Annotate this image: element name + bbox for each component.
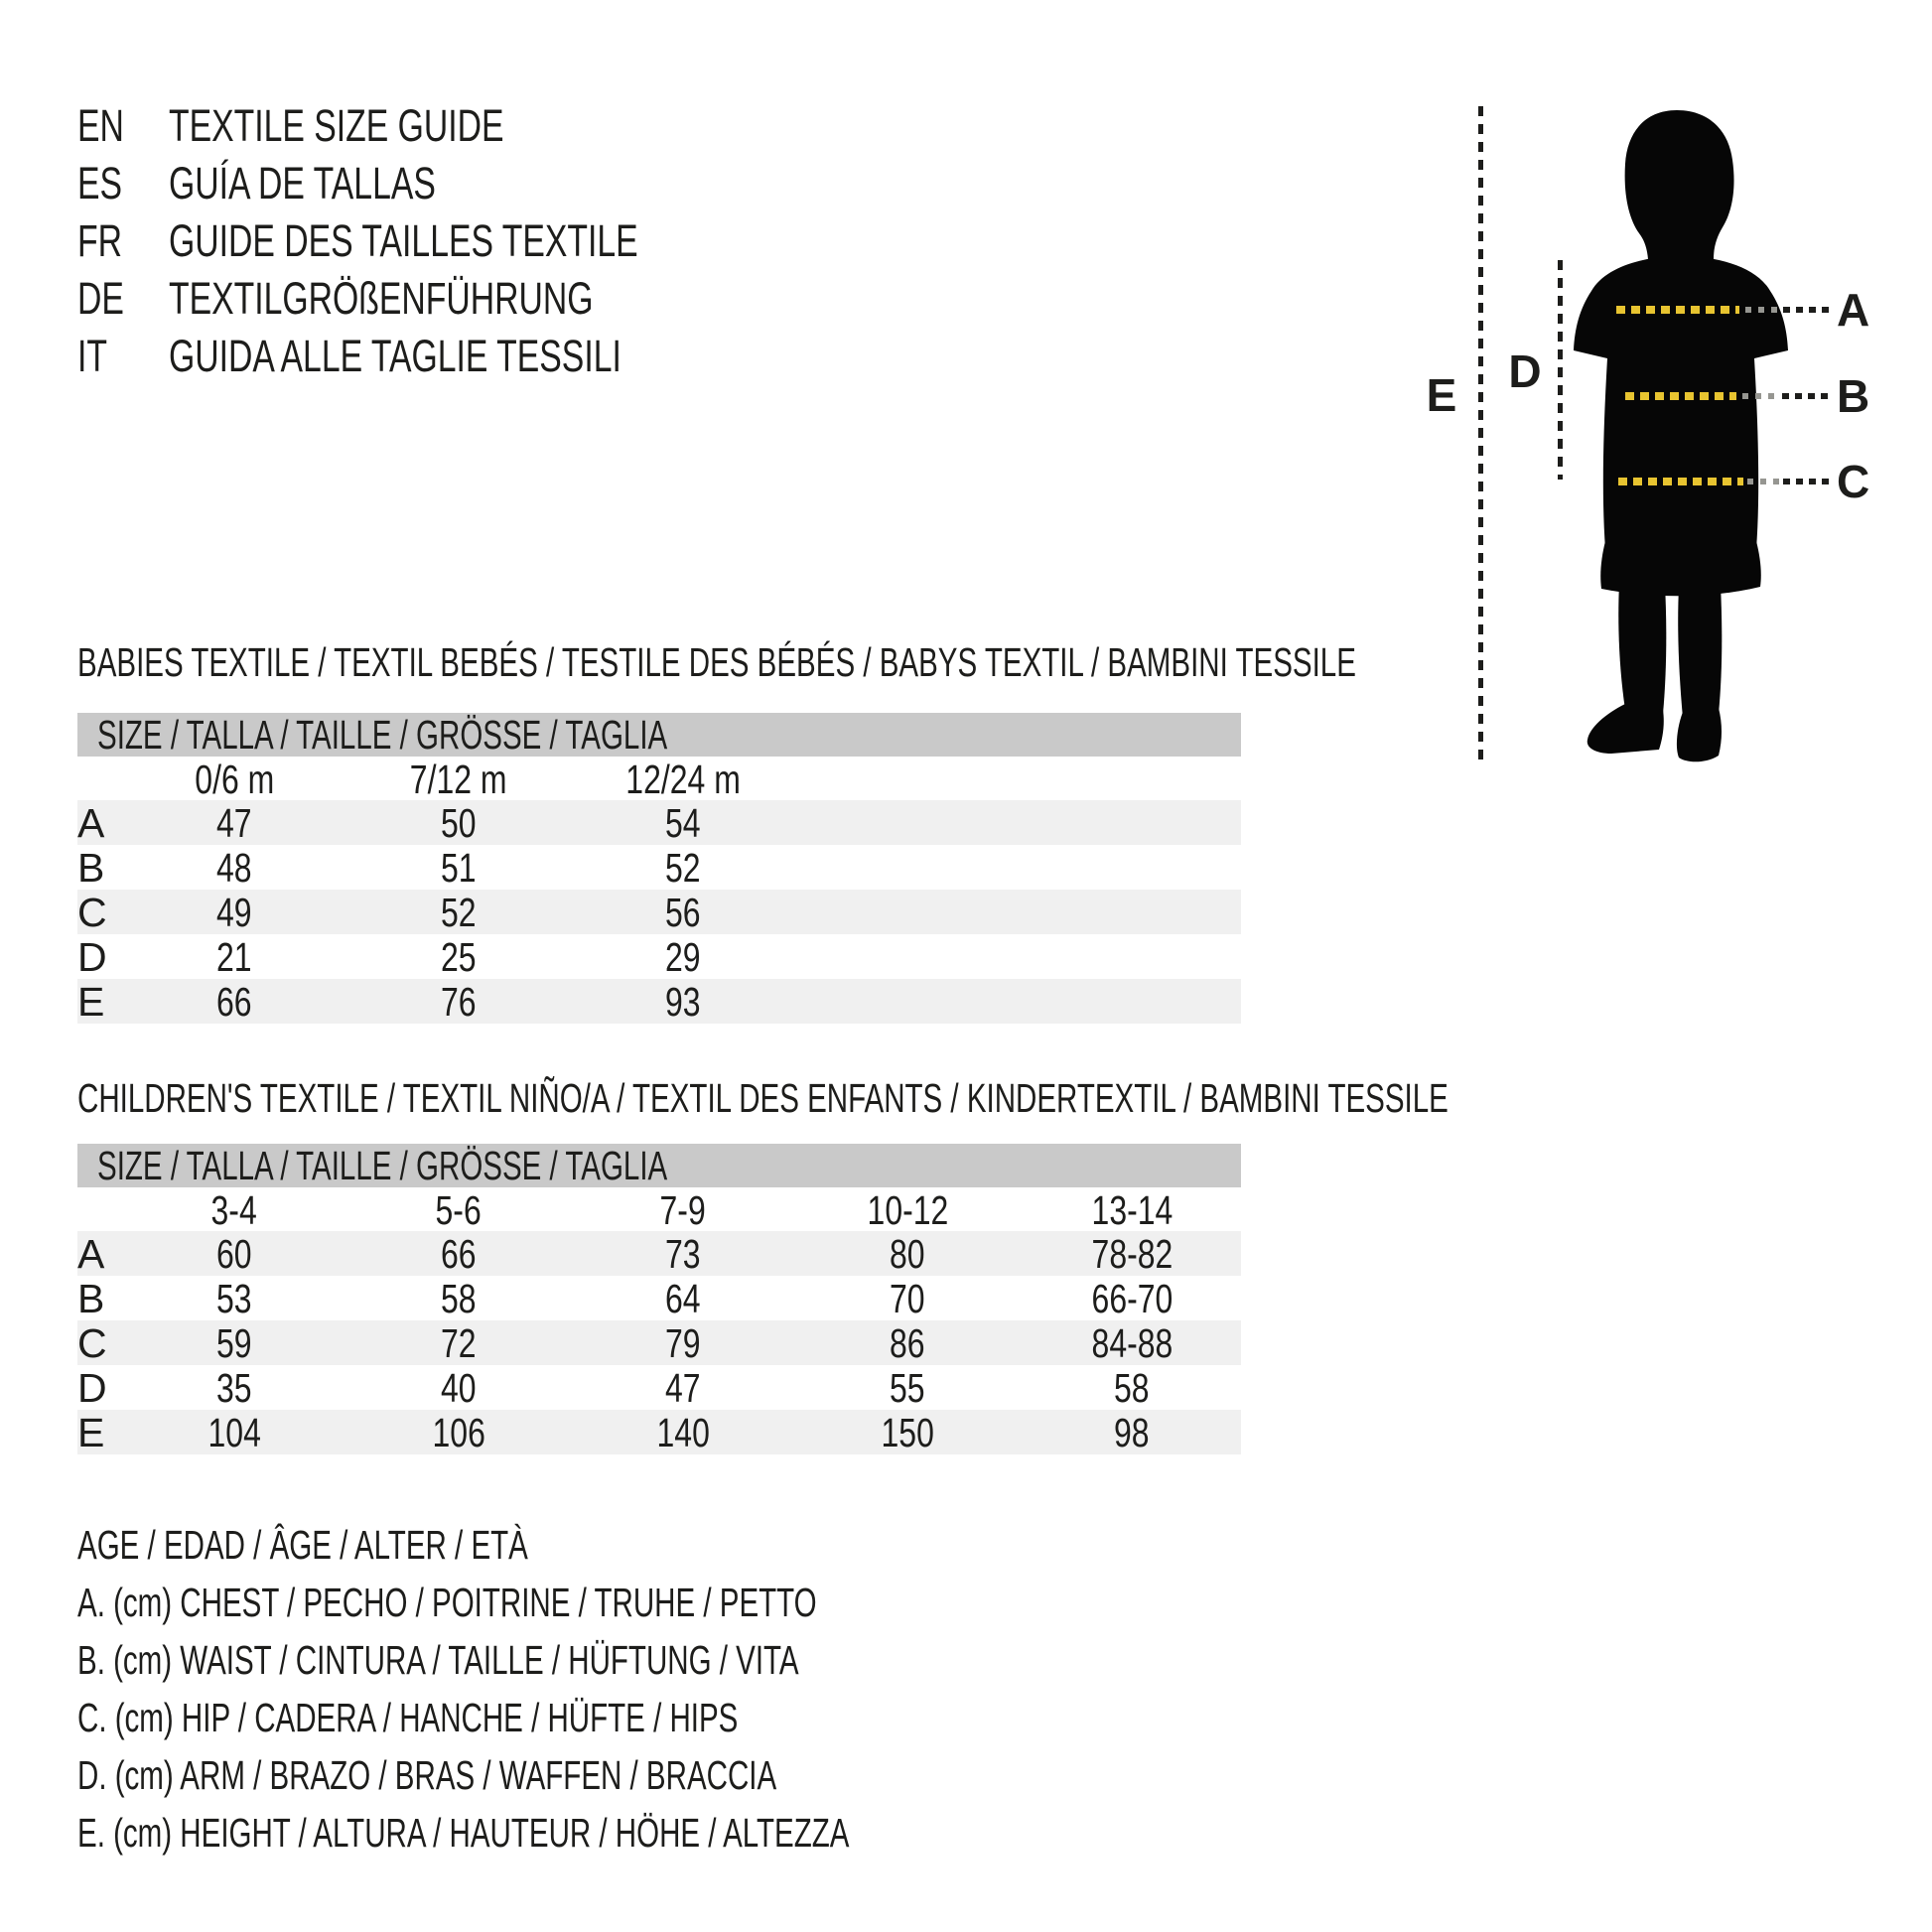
value-cell: 150 [881, 1410, 934, 1455]
value-cell: 79 [665, 1320, 701, 1366]
value-cell: 52 [441, 890, 477, 935]
marker-b-label: B [1837, 370, 1870, 422]
value-cell: 140 [656, 1410, 710, 1455]
value-cell: 78-82 [1091, 1231, 1173, 1277]
value-cell: 53 [216, 1276, 252, 1321]
table-row [77, 979, 1241, 1024]
row-label-cell: D [77, 1365, 107, 1411]
table-row [77, 934, 1241, 979]
silhouette-left-leg [1618, 583, 1666, 714]
column-header: 5-6 [435, 1187, 483, 1233]
value-cell: 58 [441, 1276, 477, 1321]
value-cell: 29 [665, 934, 701, 980]
lang-code: IT [77, 331, 107, 381]
chest-measure-line-gray [1745, 307, 1779, 313]
column-header: 10-12 [867, 1187, 948, 1233]
chest-measure-line-black [1783, 307, 1829, 313]
waist-measure-line-yellow [1625, 392, 1736, 400]
column-header: 12/24 m [625, 757, 741, 802]
value-cell: 58 [1114, 1365, 1150, 1411]
measurement-legend [77, 1516, 1150, 1862]
value-cell: 106 [432, 1410, 485, 1455]
value-cell: 60 [216, 1231, 252, 1277]
waist-measure-line-gray [1742, 393, 1778, 399]
table-row [77, 1320, 1241, 1365]
value-cell: 49 [216, 890, 252, 935]
arm-measure-dashed-line [1558, 260, 1563, 480]
value-cell: 56 [665, 890, 701, 935]
lang-row-it [77, 328, 794, 385]
children-section-heading: CHILDREN'S TEXTILE / TEXTIL NIÑO/A / TEXTIL DES ENFANTS / KINDERTEXTIL / BAMBINI TESSILE [77, 1075, 1449, 1121]
row-label-cell: C [77, 890, 107, 935]
column-header: 7/12 m [410, 757, 507, 802]
lang-title: TEXTILGRÖßENFÜHRUNG [169, 273, 594, 324]
value-cell: 70 [890, 1276, 925, 1321]
value-cell: 66 [216, 979, 252, 1025]
value-cell: 50 [441, 800, 477, 846]
value-cell: 98 [1114, 1410, 1150, 1455]
size-header-bar: SIZE / TALLA / TAILLE / GRÖSSE / TAGLIA [77, 1144, 1241, 1187]
lang-title: GUIDA ALLE TAGLIE TESSILI [169, 331, 621, 381]
row-label-cell: A [77, 1231, 105, 1277]
hip-measure-line-black [1783, 479, 1829, 484]
lang-code: ES [77, 158, 123, 208]
column-header: 13-14 [1091, 1187, 1173, 1233]
table-row [77, 800, 1241, 845]
value-cell: 66 [441, 1231, 477, 1277]
marker-d-label: D [1508, 345, 1542, 397]
row-label-cell: A [77, 800, 105, 846]
waist-measure-line-black [1782, 393, 1828, 399]
value-cell: 54 [665, 800, 701, 846]
column-header: 3-4 [210, 1187, 258, 1233]
hip-measure-line-gray [1747, 479, 1779, 484]
size-header-bar: SIZE / TALLA / TAILLE / GRÖSSE / TAGLIA [77, 713, 1241, 757]
lang-row-es [77, 155, 794, 212]
value-cell: 93 [665, 979, 701, 1025]
lang-code: EN [77, 100, 124, 151]
value-cell: 59 [216, 1320, 252, 1366]
silhouette-torso [1574, 255, 1788, 549]
babies-section-heading: BABIES TEXTILE / TEXTIL BEBÉS / TESTILE DES BÉBÉS / BABYS TEXTIL / BAMBINI TESSILE [77, 639, 1356, 685]
value-cell: 66-70 [1091, 1276, 1173, 1321]
silhouette-head [1625, 110, 1734, 259]
table-row [77, 1231, 1241, 1276]
value-cell: 84-88 [1091, 1320, 1173, 1366]
hip-measure-line-yellow [1618, 478, 1743, 485]
legend-age-line: AGE / EDAD / ÂGE / ALTER / ETÀ [77, 1522, 528, 1568]
value-cell: 76 [441, 979, 477, 1025]
children-size-table [77, 1144, 1241, 1454]
table-row [77, 1276, 1241, 1320]
lang-title: GUIDE DES TAILLES TEXTILE [169, 215, 638, 266]
table-row [77, 845, 1241, 890]
marker-c-label: C [1837, 456, 1870, 507]
babies-column-header-row [77, 757, 1241, 800]
row-label-cell: B [77, 845, 105, 891]
value-cell: 80 [890, 1231, 925, 1277]
value-cell: 40 [441, 1365, 477, 1411]
value-cell: 47 [216, 800, 252, 846]
legend-hip-line: C. (cm) HIP / CADERA / HANCHE / HÜFTE / HIPS [77, 1695, 739, 1740]
column-header: 7-9 [659, 1187, 707, 1233]
table-row [77, 1365, 1241, 1410]
row-label-cell: B [77, 1276, 105, 1321]
chest-measure-line-yellow [1616, 306, 1739, 314]
lang-title: TEXTILE SIZE GUIDE [169, 100, 504, 151]
value-cell: 55 [890, 1365, 925, 1411]
lang-code: FR [77, 215, 122, 266]
column-header: 0/6 m [194, 757, 274, 802]
legend-height-line: E. (cm) HEIGHT / ALTURA / HAUTEUR / HÖHE / ALTEZZA [77, 1810, 850, 1856]
value-cell: 51 [441, 845, 477, 891]
lang-title: GUÍA DE TALLAS [169, 158, 436, 208]
value-cell: 104 [207, 1410, 261, 1455]
lang-row-en [77, 97, 794, 155]
marker-a-label: A [1837, 284, 1870, 336]
table-row [77, 890, 1241, 934]
value-cell: 25 [441, 934, 477, 980]
value-cell: 64 [665, 1276, 701, 1321]
lang-row-fr [77, 212, 794, 270]
silhouette-right-shoe [1677, 708, 1722, 761]
silhouette-left-shoe [1587, 704, 1664, 754]
marker-e-label: E [1426, 369, 1457, 421]
value-cell: 21 [216, 934, 252, 980]
row-label-cell: E [77, 1410, 105, 1455]
child-silhouette-illustration [1572, 108, 1790, 763]
row-label-cell: D [77, 934, 107, 980]
value-cell: 47 [665, 1365, 701, 1411]
table-row [77, 1410, 1241, 1454]
language-title-list [77, 97, 794, 385]
children-column-header-row [77, 1187, 1241, 1231]
legend-arm-line: D. (cm) ARM / BRAZO / BRAS / WAFFEN / BRACCIA [77, 1752, 777, 1798]
lang-row-de [77, 270, 794, 328]
row-label-cell: E [77, 979, 105, 1025]
value-cell: 72 [441, 1320, 477, 1366]
value-cell: 48 [216, 845, 252, 891]
value-cell: 52 [665, 845, 701, 891]
value-cell: 73 [665, 1231, 701, 1277]
value-cell: 86 [890, 1320, 925, 1366]
babies-size-table [77, 713, 1241, 1024]
legend-chest-line: A. (cm) CHEST / PECHO / POITRINE / TRUHE / PETTO [77, 1580, 817, 1625]
silhouette-right-leg [1678, 585, 1722, 718]
lang-code: DE [77, 273, 124, 324]
value-cell: 35 [216, 1365, 252, 1411]
legend-waist-line: B. (cm) WAIST / CINTURA / TAILLE / HÜFTUNG / VITA [77, 1637, 799, 1683]
row-label-cell: C [77, 1320, 107, 1366]
